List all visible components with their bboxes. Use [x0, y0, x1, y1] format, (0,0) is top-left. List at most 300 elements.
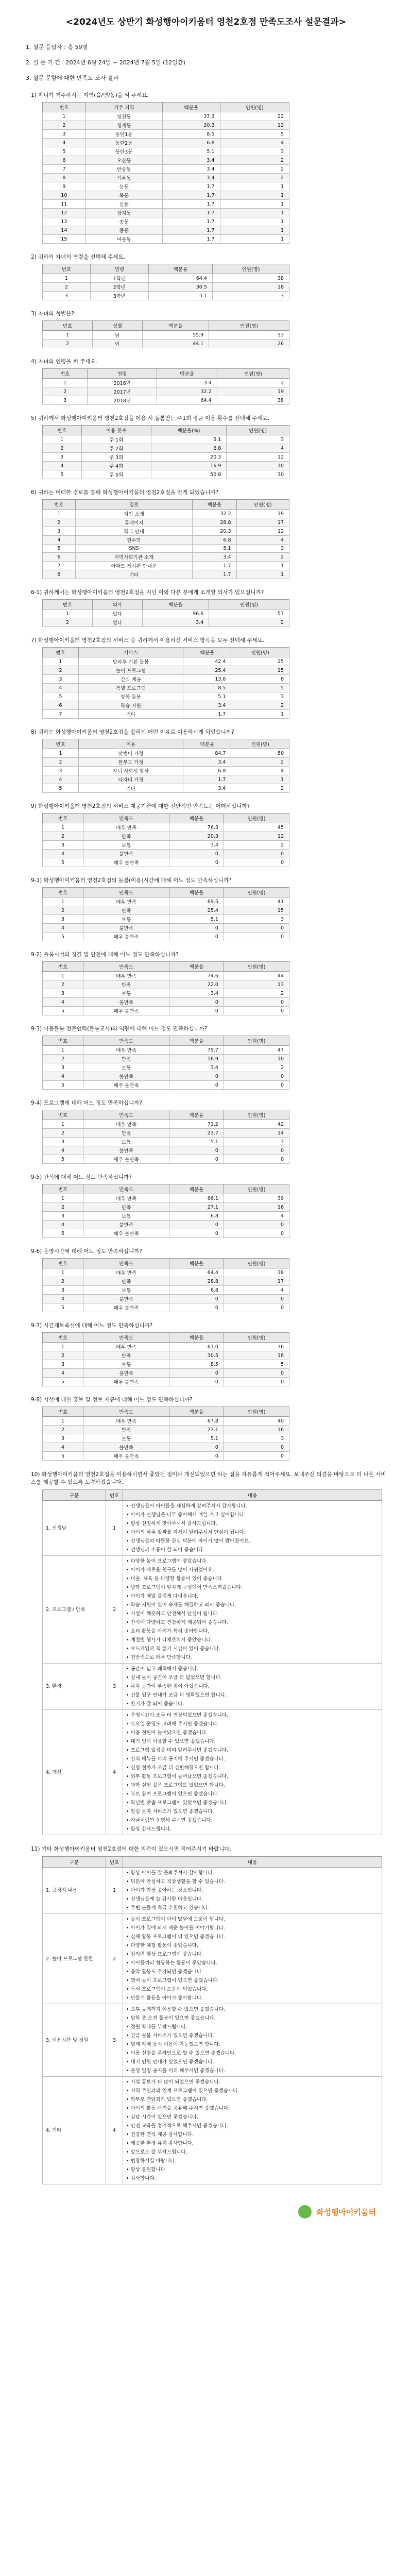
- result-table-q1: [42, 102, 289, 244]
- number-cell: 1: [106, 1868, 123, 1914]
- list-item: • 형제 자매 동시 이용이 가능했으면 합니다.: [126, 2042, 220, 2047]
- table-cell: 6.8: [183, 767, 231, 775]
- table-cell: 3.4: [169, 989, 224, 998]
- kidsroom-logo-icon: [298, 2205, 312, 2218]
- category-cell: 2. 프로그램 / 만족: [43, 1556, 106, 1664]
- list-item: • 덕분에 안심하고 직장생활을 할 수 있습니다.: [126, 1879, 225, 1885]
- table-cell: 1.7: [162, 226, 220, 235]
- table-row: [43, 235, 289, 244]
- column-header: 인원(명): [224, 1184, 289, 1194]
- table-cell: 5.1: [169, 1138, 224, 1146]
- table-row: [43, 1295, 289, 1303]
- table-row: [43, 174, 289, 182]
- list-item: • 외부 활동 프로그램이 늘어났으면 좋겠습니다.: [126, 1774, 229, 1780]
- table-cell: 1: [220, 200, 289, 209]
- table-row: [43, 165, 289, 174]
- question-title: 9-2) 돌봄시설의 청결 및 안전에 대해 어느 정도 만족하십니까?: [31, 952, 179, 958]
- table-row: [43, 850, 289, 858]
- table-cell: 0: [224, 850, 289, 858]
- table-cell: 5.1: [169, 1434, 224, 1443]
- column-header: 내용: [123, 1857, 382, 1868]
- table-cell: 25.4: [183, 666, 231, 675]
- column-header: 이유: [79, 739, 183, 749]
- table-cell: 기타: [79, 710, 183, 719]
- list-item: • 시설이 깨끗하고 안전해서 안심이 됩니다.: [126, 1611, 219, 1617]
- table-cell: 3: [227, 435, 289, 444]
- table-row: [43, 609, 289, 618]
- list-item: • 이용 신청을 온라인으로 할 수 있으면 좋겠습니다.: [126, 2050, 236, 2056]
- table-row: [43, 1286, 289, 1295]
- list-item: • 긴급 돌봄 서비스가 있으면 좋겠습니다.: [126, 2033, 214, 2039]
- table-row: [43, 130, 289, 139]
- table-cell: 5: [43, 933, 83, 941]
- table-cell: 8.5: [162, 130, 220, 139]
- list-item: • 건물 입구 안내가 조금 더 명확했으면 합니다.: [126, 1692, 227, 1698]
- table-cell: 20.3: [169, 832, 224, 841]
- column-header: 백분율: [142, 600, 209, 609]
- column-header: 의사: [92, 600, 142, 609]
- table-cell: 3: [43, 767, 79, 775]
- table-cell: 5: [220, 130, 289, 139]
- list-item: • 신체 활동 프로그램이 더 있으면 좋겠습니다.: [126, 1934, 225, 1940]
- table-cell: 만족: [83, 1426, 169, 1434]
- table-cell: 0: [169, 933, 224, 941]
- table-row: [43, 274, 289, 283]
- table-cell: 5: [43, 1007, 83, 1015]
- column-header: 번호: [43, 888, 83, 897]
- table-cell: 8: [43, 570, 76, 579]
- table-cell: 2: [43, 1203, 83, 1212]
- table-cell: 방과후 기본 돌봄: [79, 657, 183, 666]
- table-cell: 동탄3동: [85, 147, 162, 156]
- table-cell: 4: [43, 850, 83, 858]
- table-cell: 4: [231, 767, 289, 775]
- table-cell: 5: [224, 1360, 289, 1369]
- list-item: • 앞으로도 잘 부탁드립니다.: [126, 2149, 187, 2155]
- table-cell: 4: [43, 1221, 83, 1229]
- table-cell: 1: [43, 897, 83, 906]
- table-cell: 4: [43, 1146, 83, 1155]
- column-header: 성별: [92, 321, 142, 331]
- table-cell: 5.1: [162, 147, 220, 156]
- table-cell: 불만족: [83, 1072, 169, 1081]
- table-cell: 2학년: [90, 283, 148, 292]
- table-row: [43, 897, 289, 906]
- table-cell: 71.2: [169, 1120, 224, 1129]
- list-item: • 간식이 다양하고 건강하게 제공되어 좋습니다.: [126, 1620, 229, 1625]
- table-row: [43, 470, 289, 479]
- table-cell: 30.5: [169, 1351, 224, 1360]
- table-cell: 불만족: [83, 998, 169, 1007]
- column-header: 번호: [43, 369, 88, 379]
- table-row: [43, 139, 289, 147]
- question-title: 6-1) 귀하께서는 화성행아이키움터 영천2호점을 지인 이외 다른 분에게 소개할 의사가 있으십니까?: [31, 589, 264, 596]
- table-row: [43, 1452, 289, 1461]
- table-cell: 0: [224, 1146, 289, 1155]
- column-header: 만족도: [83, 1407, 169, 1417]
- column-header: 백분율: [162, 103, 220, 112]
- table-cell: 1.7: [162, 209, 220, 217]
- table-cell: 1: [43, 609, 93, 618]
- table-cell: 6: [43, 553, 76, 562]
- table-cell: 6: [43, 156, 86, 165]
- table-cell: 28.8: [193, 518, 236, 527]
- column-header: 인원(명): [224, 1333, 289, 1343]
- table-cell: 매우 불만족: [83, 1007, 169, 1015]
- column-header: 번호: [43, 1259, 83, 1268]
- table-row: [43, 906, 289, 915]
- table-cell: 0: [224, 1007, 289, 1015]
- table-cell: 1: [43, 749, 79, 758]
- table-cell: 매우 불만족: [83, 1378, 169, 1386]
- table-cell: 5: [43, 147, 86, 156]
- table-cell: 0: [169, 1007, 224, 1015]
- table-cell: 0: [169, 1378, 224, 1386]
- table-cell: 3.4: [183, 701, 231, 710]
- table-cell: 3: [43, 453, 82, 462]
- table-cell: 보통: [83, 841, 169, 850]
- number-cell: 3: [106, 2004, 123, 2077]
- table-cell: 36: [224, 1343, 289, 1351]
- content-cell: [123, 2077, 382, 2184]
- result-table-q3: [42, 320, 289, 348]
- column-header: 번호: [43, 1110, 83, 1120]
- table-cell: 3: [43, 130, 86, 139]
- table-row: [43, 692, 289, 701]
- table-cell: 0: [169, 1072, 224, 1081]
- table-cell: 3.4: [157, 379, 217, 387]
- column-header: 인원(명): [227, 426, 289, 435]
- table-cell: 12: [220, 121, 289, 130]
- table-row: [43, 1221, 289, 1229]
- column-header: 만족도: [83, 962, 169, 972]
- list-item: • 번창하시길 바랍니다.: [126, 2158, 177, 2164]
- table-cell: 57: [209, 609, 289, 618]
- table-cell: 매우 만족: [83, 897, 169, 906]
- result-table-q12: [42, 961, 289, 1015]
- content-cell: [123, 1868, 382, 1914]
- table-row: [43, 209, 289, 217]
- table-row: [43, 1229, 289, 1238]
- table-cell: 동탄1동: [85, 130, 162, 139]
- table-cell: 만족: [83, 980, 169, 989]
- table-cell: 5: [43, 784, 79, 793]
- table-cell: 2: [236, 553, 289, 562]
- table-cell: 28.8: [169, 1277, 224, 1286]
- table-cell: 67.8: [169, 1417, 224, 1426]
- table-cell: 64.4: [149, 274, 213, 283]
- table-cell: 3: [231, 692, 289, 701]
- category-cell: 3. 이용시간 및 정원: [43, 2004, 106, 2077]
- table-row: [43, 657, 289, 666]
- table-cell: 방학 돌봄: [79, 692, 183, 701]
- result-table-q11: [42, 887, 289, 941]
- category-cell: 1. 긍정적 내용: [43, 1868, 106, 1914]
- result-table-q16: [42, 1258, 289, 1312]
- table-cell: 16.9: [169, 1055, 224, 1063]
- result-table-q8: [42, 647, 289, 719]
- table-row: [43, 1063, 289, 1072]
- table-row: [43, 1277, 289, 1286]
- table-cell: 1: [220, 217, 289, 226]
- category-cell: 1. 선생님: [43, 1501, 106, 1556]
- table-row: [43, 989, 289, 998]
- table-cell: 3: [43, 1434, 83, 1443]
- table-row: [43, 147, 289, 156]
- list-item: • 항상 아이를 잘 돌봐주셔서 감사합니다.: [126, 1870, 214, 1876]
- table-row: [43, 1343, 289, 1351]
- column-header: 백분율(%): [151, 426, 227, 435]
- list-item: • 지역 주민과의 연계 프로그램이 있으면 좋겠습니다.: [126, 2088, 239, 2094]
- list-item: • 과학 실험 같은 프로그램도 있었으면 합니다.: [126, 1783, 225, 1788]
- table-row: [43, 182, 289, 191]
- table-row: [43, 675, 289, 684]
- list-item: • 다양한 체험 활동이 좋았습니다.: [126, 1943, 199, 1948]
- question-title: 9-8) 시설에 대한 홍보 및 정보 제공에 대해 어느 정도 만족하십니까?: [31, 1397, 193, 1403]
- table-cell: 0: [169, 1155, 224, 1164]
- table-cell: 0: [169, 1443, 224, 1452]
- table-cell: 5.1: [169, 915, 224, 924]
- table-cell: 3: [43, 527, 76, 536]
- table-cell: 3: [43, 292, 91, 300]
- question-title: 1) 자녀가 거주하시는 지역(읍/면/동)을 써 주세요.: [31, 92, 149, 98]
- table-cell: 만족: [83, 1277, 169, 1286]
- table-cell: 오산동: [85, 156, 162, 165]
- column-header: 번호: [43, 1333, 83, 1343]
- table-cell: 22: [220, 112, 289, 121]
- table-row: [43, 387, 289, 396]
- table-cell: 20.3: [193, 527, 236, 536]
- table-cell: 25: [231, 657, 289, 666]
- list-item: • 음악 활동도 추가되면 좋겠습니다.: [126, 1969, 203, 1975]
- question-title: 9-6) 운영시간에 대해 어느 정도 만족하십니까?: [31, 1248, 142, 1255]
- table-cell: 0: [169, 1146, 224, 1155]
- table-cell: 1: [43, 379, 88, 387]
- table-row: [43, 226, 289, 235]
- table-row: [43, 340, 289, 348]
- table-row: [43, 200, 289, 209]
- list-item: • 알림 문자 서비스가 있으면 좋겠습니다.: [126, 1809, 214, 1815]
- list-item: • 주변 분들께 적극 추천하고 있습니다.: [126, 1905, 210, 1911]
- open2-table: [42, 1856, 382, 2184]
- column-header: 인원(명): [220, 103, 289, 112]
- table-cell: 55.9: [142, 331, 209, 340]
- table-cell: 2: [224, 1063, 289, 1072]
- table-cell: 2: [43, 980, 83, 989]
- list-item: • 시설 홍보가 더 많이 되었으면 좋겠습니다.: [126, 2079, 220, 2085]
- column-header: 백분율: [169, 1333, 224, 1343]
- list-item: • 항상 친절하게 맞아주셔서 감사드립니다.: [126, 1521, 217, 1527]
- table-cell: 15: [43, 235, 86, 244]
- table-cell: 1: [43, 1268, 83, 1277]
- table-cell: 보통: [83, 1138, 169, 1146]
- table-cell: 4: [43, 775, 79, 784]
- column-header: 백분율: [183, 648, 231, 657]
- table-row: [43, 684, 289, 692]
- table-cell: 0: [224, 1443, 289, 1452]
- content-cell: [123, 1556, 382, 1664]
- list-item: • 창의력 향상 프로그램이 좋습니다.: [126, 1952, 203, 1957]
- column-header: 연령: [88, 369, 157, 379]
- result-table-q2: [42, 264, 289, 300]
- column-header: 구분: [43, 1857, 106, 1868]
- result-table-q4: [42, 368, 289, 405]
- table-cell: 5: [43, 1155, 83, 1164]
- question-title: 6) 귀하는 어떠한 경로를 통해 화성행아이키움터 영천2호점을 알게 되었습니까?: [31, 489, 219, 496]
- table-cell: 지인 소개: [75, 510, 193, 518]
- table-cell: 26: [209, 340, 289, 348]
- table-cell: 특별 프로그램: [79, 684, 183, 692]
- table-cell: 30: [227, 470, 289, 479]
- result-table-q17: [42, 1332, 289, 1386]
- table-cell: 중동: [85, 226, 162, 235]
- table-cell: 27.1: [169, 1203, 224, 1212]
- table-cell: 4: [43, 536, 76, 545]
- table-row: [43, 972, 289, 980]
- column-header: 번호: [43, 648, 79, 657]
- table-cell: 4: [227, 444, 289, 453]
- table-row: [43, 553, 289, 562]
- table-cell: 5: [231, 684, 289, 692]
- table-row: [43, 1417, 289, 1426]
- table-row: [43, 527, 289, 536]
- column-header: 이용 횟수: [81, 426, 151, 435]
- table-row: [43, 510, 289, 518]
- table-row: [43, 1443, 289, 1452]
- list-item: • 안전 교육을 정기적으로 해주시면 좋겠습니다.: [126, 2123, 229, 2129]
- table-row: [43, 710, 289, 719]
- table-cell: 0: [224, 933, 289, 941]
- question-title: 9-3) 아동돌봄 전문인력(돌봄교사)의 역량에 대해 어느 정도 만족하십니까?: [31, 1026, 208, 1032]
- table-row: [43, 775, 289, 784]
- table-row: [43, 1155, 289, 1164]
- table-cell: 76.3: [169, 823, 224, 832]
- table-cell: 3.4: [183, 784, 231, 793]
- table-cell: 0: [224, 1072, 289, 1081]
- table-cell: 5: [43, 545, 76, 553]
- list-item: • 요리 활동을 아이가 특히 좋아합니다.: [126, 1629, 210, 1634]
- category-cell: 3. 환경: [43, 1664, 106, 1710]
- table-cell: 4: [43, 1295, 83, 1303]
- table-row: [43, 453, 289, 462]
- result-table-q9: [42, 739, 289, 793]
- table-cell: 여: [92, 340, 142, 348]
- table-row: [43, 2077, 382, 2184]
- table-cell: 17: [224, 1277, 289, 1286]
- table-row: [43, 767, 289, 775]
- table-cell: 3.4: [183, 758, 231, 767]
- table-row: [43, 1212, 289, 1221]
- table-cell: 기타: [79, 784, 183, 793]
- table-cell: 2: [43, 758, 79, 767]
- column-header: 백분율: [169, 962, 224, 972]
- table-cell: 1학년: [90, 274, 148, 283]
- table-cell: 자녀 사회성 향상: [79, 767, 183, 775]
- table-cell: 3.4: [169, 841, 224, 850]
- table-row: [43, 1914, 382, 2004]
- table-cell: 2: [224, 989, 289, 998]
- table-row: [43, 1351, 289, 1360]
- table-cell: 5: [43, 1378, 83, 1386]
- list-item: • 감사합니다.: [126, 2176, 156, 2181]
- table-cell: 1: [220, 226, 289, 235]
- table-cell: 42: [224, 1120, 289, 1129]
- table-cell: 0: [169, 850, 224, 858]
- column-header: 서비스: [79, 648, 183, 657]
- column-header: 번호: [43, 600, 93, 609]
- table-cell: 25.4: [169, 906, 224, 915]
- table-cell: 8: [231, 675, 289, 684]
- table-row: [43, 570, 289, 579]
- table-cell: 2: [43, 1055, 83, 1063]
- column-header: 번호: [43, 1036, 83, 1046]
- table-cell: 매우 만족: [83, 972, 169, 980]
- table-cell: 주 2회: [81, 444, 151, 453]
- table-cell: 5.1: [149, 292, 213, 300]
- table-cell: 64.4: [157, 396, 217, 405]
- table-cell: 18: [224, 1351, 289, 1360]
- table-row: [43, 283, 289, 292]
- page-title: <2024년도 상반기 화성행아이키움터 영천2호점 만족도조사 설문결과>: [65, 17, 347, 27]
- table-cell: 2: [231, 758, 289, 767]
- list-item: • 미술, 체육 등 다양한 활동이 있어 좋습니다.: [126, 1576, 224, 1582]
- question-title: 9-7) 시간제보육실에 대해 어느 정도 만족하십니까?: [31, 1323, 153, 1329]
- table-cell: 1: [43, 1417, 83, 1426]
- table-cell: 0: [224, 1378, 289, 1386]
- table-row: [43, 1664, 382, 1710]
- table-cell: 4: [43, 998, 83, 1007]
- table-row: [43, 1129, 289, 1138]
- table-cell: 5.1: [151, 435, 227, 444]
- table-cell: 1.7: [193, 562, 236, 570]
- table-cell: 2016년: [88, 379, 157, 387]
- number-cell: 3: [106, 1664, 123, 1710]
- table-cell: 96.6: [142, 609, 209, 618]
- table-cell: 2: [43, 518, 76, 527]
- table-cell: 0: [224, 1295, 289, 1303]
- table-cell: 66.1: [169, 1194, 224, 1203]
- list-item: • 아이가 새로운 친구를 많이 사귀었어요.: [126, 1567, 214, 1573]
- table-cell: 41: [224, 897, 289, 906]
- column-header: 인원(명): [224, 1259, 289, 1268]
- table-row: [43, 1868, 382, 1914]
- column-header: 번호: [43, 1184, 83, 1194]
- table-row: [43, 1007, 289, 1015]
- list-item: • 신청 절차가 조금 더 간편해졌으면 합니다.: [126, 1765, 220, 1771]
- table-cell: 12: [224, 832, 289, 841]
- list-item: • 상담 시간이 있으면 좋겠습니다.: [126, 2114, 199, 2120]
- table-cell: 놀이 프로그램: [79, 666, 183, 675]
- column-header: 내용: [123, 1490, 382, 1501]
- table-cell: 매우 불만족: [83, 858, 169, 867]
- column-header: 만족도: [83, 1036, 169, 1046]
- column-header: 인원(명): [217, 369, 289, 379]
- table-cell: 0: [224, 1452, 289, 1461]
- footer-logo: [26, 2205, 386, 2218]
- table-cell: 현수막: [75, 536, 193, 545]
- table-cell: 12: [43, 209, 86, 217]
- table-cell: 1: [43, 823, 83, 832]
- table-cell: 1.7: [162, 191, 220, 200]
- table-cell: 2: [231, 701, 289, 710]
- table-cell: 0: [224, 1221, 289, 1229]
- table-cell: 1: [43, 510, 76, 518]
- table-row: [43, 1303, 289, 1312]
- table-cell: 없다: [92, 618, 142, 627]
- category-cell: 2. 놀이 프로그램 관련: [43, 1914, 106, 2004]
- table-cell: 32.2: [193, 510, 236, 518]
- table-cell: 지역사회기관 소개: [75, 553, 193, 562]
